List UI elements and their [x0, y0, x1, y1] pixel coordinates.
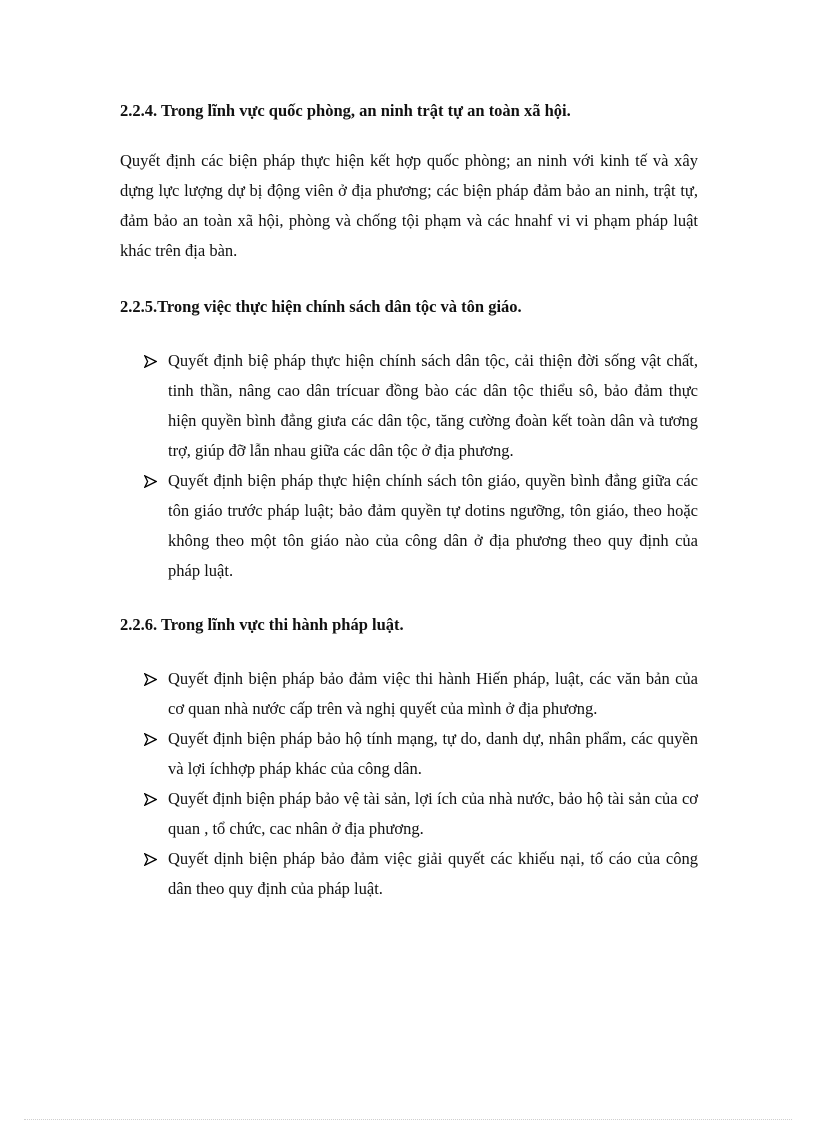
list-item — [120, 346, 698, 466]
list-item-text: Quyết định biện pháp bảo vệ tài sản, lợi ích của nhà nước, bảo hộ tài sản của cơ quan , tổ chức, cac nhân ở địa phương. — [168, 789, 698, 838]
list-item — [120, 664, 698, 724]
list-item-text: Quyết định biện pháp thực hiện chính sách tôn giáo, quyền bình đẳng giữa các tôn giáo trước pháp luật; bảo đảm quyền tự dotins ngưỡng, tôn giáo, theo hoặc không theo một tôn giáo nào của công dân ở địa phương theo quy định của pháp luật. — [168, 471, 698, 580]
list-item-text: Quyết dịnh biện pháp bảo đảm việc giải quyết các khiếu nại, tố cáo của công dân theo quy định của pháp luật. — [168, 849, 698, 898]
list-item — [120, 466, 698, 586]
document-page — [120, 96, 698, 928]
arrow-bullet-icon — [144, 793, 157, 806]
list-item-text: Quyết định biện pháp bảo hộ tính mạng, tự do, danh dự, nhân phẩm, các quyền và lợi íchhợp pháp khác của công dân. — [168, 729, 698, 778]
arrow-bullet-icon — [144, 475, 157, 488]
section-heading-2-2-5: 2.2.5.Trong việc thực hiện chính sách dân tộc và tôn giáo. — [120, 297, 522, 316]
list-item — [120, 784, 698, 844]
list-item-text: Quyết định biệ pháp thực hiện chính sách dân tộc, cải thiện đời sống vật chất, tinh thần, nâng cao dân trícuar đồng bào các dân tộc thiểu sô, bảo đảm thực hiện quyền bình đẳng giưa các dân tộc, tăng cường đoàn kết toàn dân và tương trợ, giúp đỡ lẫn nhau giữa các dân tộc ở địa phương. — [168, 351, 698, 460]
page-bottom-divider — [24, 1119, 792, 1120]
bullet-list — [120, 664, 698, 904]
list-item-text: Quyết định biện pháp bảo đảm việc thi hành Hiến pháp, luật, các văn bản của cơ quan nhà nước cấp trên và nghị quyết của mình ở địa phương. — [168, 669, 698, 718]
section-heading-2-2-4: 2.2.4. Trong lĩnh vực quốc phòng, an ninh trật tự an toàn xã hội. — [120, 101, 571, 120]
section-heading-2-2-6: 2.2.6. Trong lĩnh vực thi hành pháp luật. — [120, 615, 404, 634]
list-item — [120, 724, 698, 784]
arrow-bullet-icon — [144, 853, 157, 866]
arrow-bullet-icon — [144, 355, 157, 368]
list-item — [120, 844, 698, 904]
section-paragraph: Quyết định các biện pháp thực hiện kết hợp quốc phòng; an ninh với kinh tế và xây dựng lực lượng dự bị động viên ở địa phương; các biện pháp đảm bảo an ninh, trật tự, đảm bảo an toàn xã hội, phòng và chống tội phạm và các hnahf vi vi phạm pháp luật khác trên địa bàn. — [120, 151, 698, 260]
bullet-list — [120, 346, 698, 586]
arrow-bullet-icon — [144, 673, 157, 686]
arrow-bullet-icon — [144, 733, 157, 746]
